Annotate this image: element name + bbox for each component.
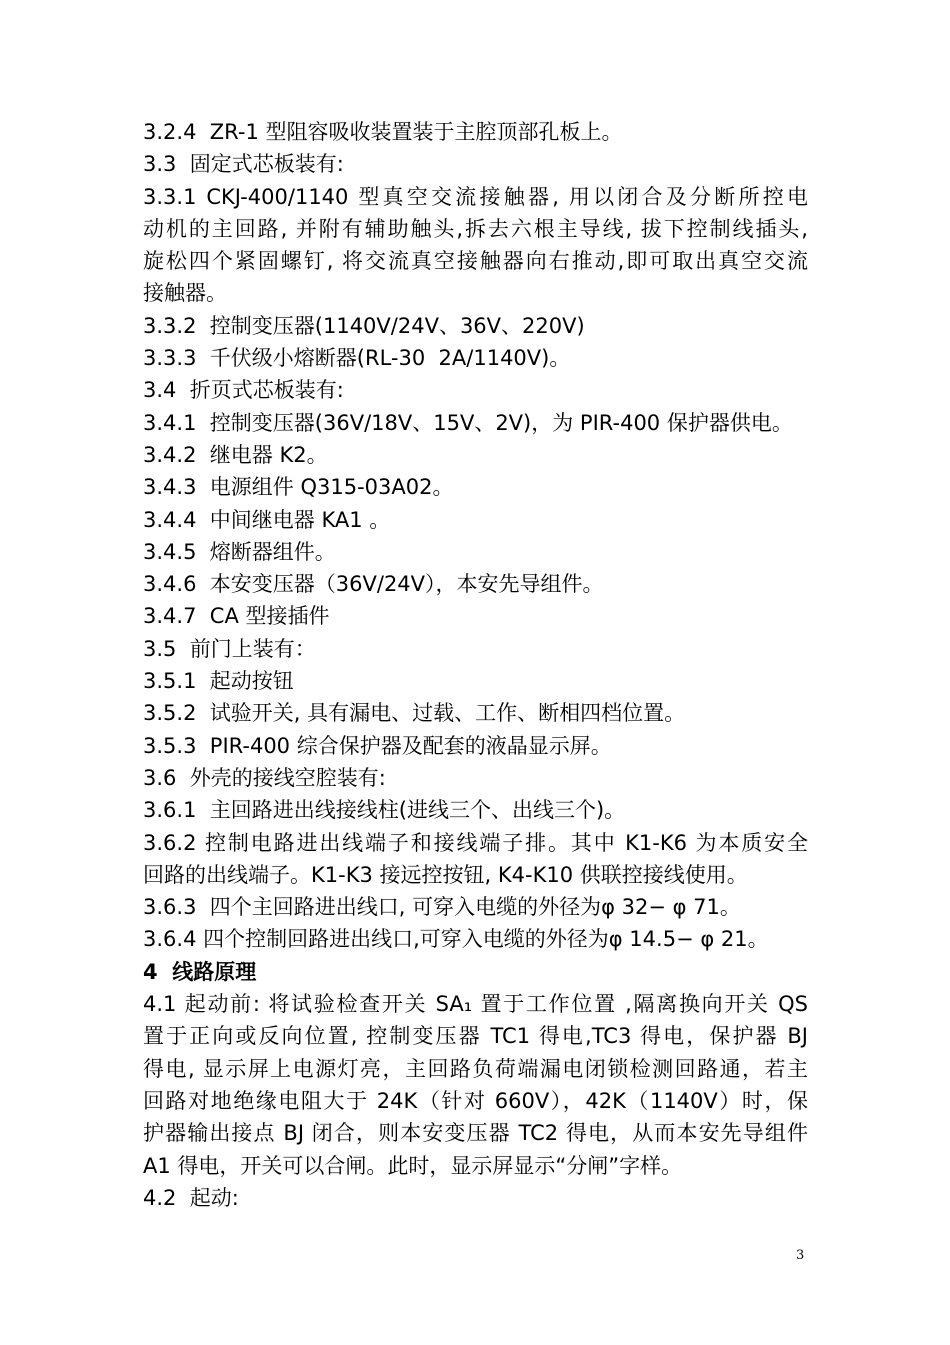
- text-line: 3.3.1 CKJ-400/1140 型真空交流接触器, 用以闭合及分断所控电: [143, 184, 808, 209]
- text-line: 3.4.2 继电器 K2。: [143, 442, 328, 467]
- text-line: 3.5.2 试验开关, 具有漏电、过载、工作、断相四档位置。: [143, 701, 686, 726]
- text-line: 3.4.6 本安变压器（36V/24V），本安先导组件。: [143, 572, 604, 597]
- text-line: 3.4.4 中间继电器 KA1 。: [143, 507, 391, 532]
- page-number: 3: [796, 1248, 805, 1263]
- text-line: 动机的主回路, 并附有辅助触头,拆去六根主导线, 拔下控制线插头,: [143, 216, 808, 241]
- text-line: A1 得电，开关可以合闸。此时，显示屏显示“分闸”字样。: [143, 1153, 683, 1178]
- section-heading: 4.2 起动:: [143, 1185, 239, 1210]
- text-line: 3.4.3 电源组件 Q315-03A02。: [143, 475, 454, 500]
- section-heading: 3.5 前门上装有：: [143, 636, 316, 661]
- text-line: 接触器。: [143, 281, 227, 306]
- text-line: 3.3.2 控制变压器(1140V/24V、36V、220V): [143, 313, 585, 338]
- text-line: 4.1 起动前: 将试验检查开关 SA₁ 置于工作位置 ,隔离换向开关 QS: [143, 992, 808, 1017]
- text-line: 护器输出接点 BJ 闭合，则本安变压器 TC2 得电，从而本安先导组件: [143, 1121, 808, 1146]
- text-line: 3.2.4 ZR-1 型阻容吸收装置装于主腔顶部孔板上。: [143, 120, 623, 144]
- text-line: 3.6.4 四个控制回路进出线口,可穿入电缆的外径为φ 14.5− φ 21。: [143, 927, 769, 952]
- text-line: 3.6.1 主回路进出线接线柱(进线三个、出线三个)。: [143, 798, 626, 823]
- section-heading: 3.3 固定式芯板装有:: [143, 152, 344, 177]
- text-line: 3.6.2 控制电路进出线端子和接线端子排。其中 K1-K6 为本质安全: [143, 830, 808, 855]
- text-line: 3.5.1 起动按钮: [143, 669, 294, 694]
- text-line: 置于正向或反向位置, 控制变压器 TC1 得电,TC3 得电，保护器 BJ: [143, 1024, 808, 1049]
- text-line: 3.4.1 控制变压器(36V/18V、15V、2V)，为 PIR-400 保护器供电。: [143, 410, 793, 435]
- text-line: 旋松四个紧固螺钉, 将交流真空接触器向右推动,即可取出真空交流: [143, 249, 808, 274]
- text-line: 回路对地绝缘电阻大于 24K（针对 660V），42K（1140V）时，保: [143, 1088, 808, 1113]
- text-line: 3.3.3 千伏级小熔断器(RL-30 2A/1140V)。: [143, 346, 571, 371]
- text-line: 3.5.3 PIR-400 综合保护器及配套的液晶显示屏。: [143, 733, 612, 758]
- section-heading: 3.4 折页式芯板装有:: [143, 378, 344, 403]
- text-line: 3.4.7 CA 型接插件: [143, 604, 330, 629]
- text-line: 3.6.3 四个主回路进出线口, 可穿入电缆的外径为φ 32− φ 71。: [143, 895, 741, 920]
- text-line: 得电, 显示屏上电源灯亮，主回路负荷端漏电闭锁检测回路通，若主: [143, 1056, 808, 1081]
- document-body: [143, 116, 808, 1214]
- text-line: 回路的出线端子。K1-K3 接远控按钮, K4-K10 供联控接线使用。: [143, 862, 748, 887]
- text-line: 3.4.5 熔断器组件。: [143, 539, 336, 564]
- section-heading: 3.6 外壳的接线空腔装有:: [143, 765, 386, 790]
- chapter-heading: 4 线路原理: [143, 959, 257, 984]
